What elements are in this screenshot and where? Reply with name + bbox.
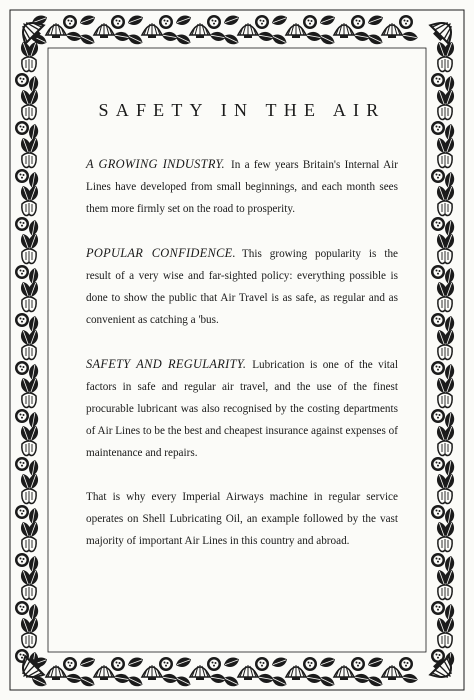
section-heading: SAFETY AND REGULARITY.: [86, 357, 247, 371]
closing-paragraph: That is why every Imperial Airways machine in regular service operates on Shell Lubricating Oil, an example followed by the vast majority of important Air Lines in this country and abroad.: [86, 491, 398, 547]
section-growing-industry: [86, 153, 398, 220]
document-title: SAFETY IN THE AIR: [98, 100, 386, 120]
section-safety-regularity: [86, 353, 398, 464]
section-body: In a few years Britain's Internal Air Lines have developed from small beginnings, and each month sees them more firmly set on the road to prosperity.: [86, 159, 399, 215]
document-body: [86, 100, 398, 574]
section-body: This growing popularity is the result of a very wise and far-sighted policy: everything possible is done to show the public that Air Travel is as safe, as regular and as convenient as catching a 'bus.: [86, 248, 398, 326]
section-heading: POPULAR CONFIDENCE.: [86, 246, 236, 260]
section-body: Lubrication is one of the vital factors in safe and regular air travel, and the use of the finest procurable lubricant was also recognised by the costing departments of Air Lines to be the best and cheapest insurance against expenses of maintenance and repairs.: [86, 359, 398, 459]
section-heading: A GROWING INDUSTRY.: [86, 157, 225, 171]
section-popular-confidence: [86, 242, 398, 331]
